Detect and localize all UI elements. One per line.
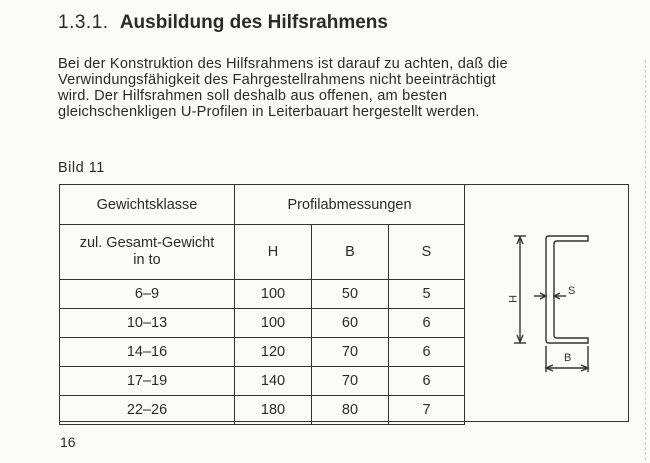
label-b: B <box>564 352 572 364</box>
header-gross-weight-line1: zul. Gesamt-Gewicht <box>79 235 215 251</box>
scan-edge-divider <box>644 60 646 460</box>
table-row <box>60 367 465 396</box>
cell-weight: 14–16 <box>60 338 235 367</box>
u-profile-outline <box>546 236 588 343</box>
cell-b: 50 <box>312 280 389 309</box>
table-row <box>60 338 465 367</box>
paragraph-line: Bei der Konstruktion des Hilfsrahmens ist darauf zu achten, daß die <box>58 56 508 72</box>
section-title: Ausbildung des Hilfsrahmens <box>119 12 388 33</box>
cell-b: 60 <box>312 309 389 338</box>
label-s: S <box>568 285 576 297</box>
table-subheader-row <box>60 225 465 280</box>
table-header-row <box>60 185 465 225</box>
body-paragraph <box>58 56 633 120</box>
profile-table <box>59 184 465 425</box>
table-row <box>60 309 465 338</box>
cell-b: 70 <box>312 338 389 367</box>
cell-s: 7 <box>389 396 465 425</box>
cell-weight: 17–19 <box>60 367 235 396</box>
table-row <box>60 280 465 309</box>
cell-weight: 22–26 <box>60 396 235 425</box>
header-gross-weight-line2: in to <box>133 252 161 268</box>
paragraph-line: Verwindungsfähigkeit des Fahrgestellrahmens nicht beeinträchtigt <box>58 72 496 88</box>
cell-s: 6 <box>389 309 465 338</box>
paragraph-line: wird. Der Hilfsrahmen soll deshalb aus offenen, am besten <box>58 88 448 104</box>
header-profile-dims: Profilabmessungen <box>235 185 465 225</box>
cell-b: 80 <box>312 396 389 425</box>
header-gross-weight <box>60 225 235 280</box>
u-profile-diagram <box>500 220 610 380</box>
cell-h: 100 <box>235 280 312 309</box>
table-row <box>60 396 465 425</box>
header-weight-class: Gewichtsklasse <box>60 185 235 225</box>
figure-caption: Bild 11 <box>58 160 105 176</box>
cell-weight: 10–13 <box>60 309 235 338</box>
cell-h: 140 <box>235 367 312 396</box>
cell-s: 6 <box>389 338 465 367</box>
header-col-b: B <box>312 225 389 280</box>
section-number: 1.3.1. <box>58 12 109 33</box>
cell-b: 70 <box>312 367 389 396</box>
cell-s: 6 <box>389 367 465 396</box>
cell-h: 100 <box>235 309 312 338</box>
header-col-s: S <box>389 225 465 280</box>
cell-s: 5 <box>389 280 465 309</box>
cell-h: 120 <box>235 338 312 367</box>
header-col-h: H <box>235 225 312 280</box>
paragraph-line: gleichschenkligen U-Profilen in Leiterbauart hergestellt werden. <box>58 104 480 120</box>
section-heading <box>58 12 388 34</box>
cell-weight: 6–9 <box>60 280 235 309</box>
label-h: H <box>506 295 518 303</box>
page-number: 16 <box>60 434 76 450</box>
cell-h: 180 <box>235 396 312 425</box>
